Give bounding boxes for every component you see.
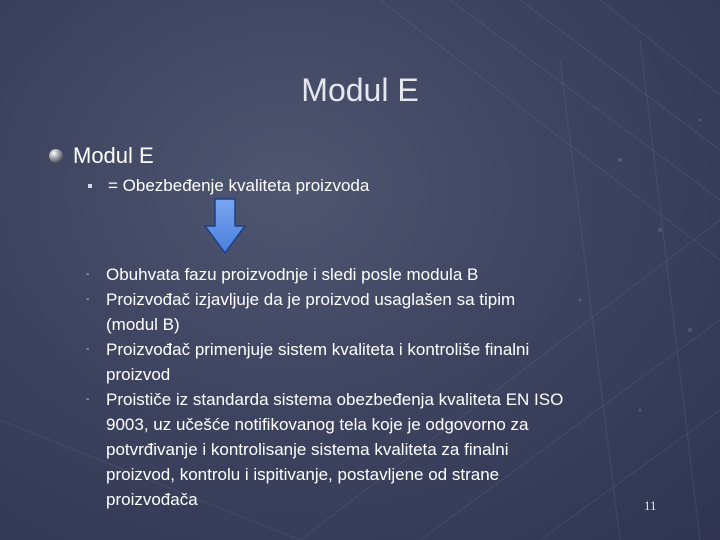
sub-bullet-text: = Obezbeđenje kvaliteta proizvoda	[108, 176, 370, 195]
page-number: 11	[644, 498, 657, 513]
list-item: - Proizvođač primenjuje sistem kvaliteta i kontroliše finalni proizvod	[86, 337, 666, 387]
dash-bullet: -	[86, 294, 90, 305]
down-arrow-icon	[204, 198, 246, 254]
dash-bullet: -	[86, 394, 90, 405]
square-bullet-icon	[88, 184, 92, 188]
details-list	[86, 262, 666, 512]
list-item: - Obuhvata fazu proizvodnje i sledi posle modula B	[86, 262, 666, 287]
slide-title: Modul E	[301, 72, 419, 108]
sub-bullet	[88, 176, 369, 196]
list-item: - Proističe iz standarda sistema obezbeđenja kvaliteta EN ISO 9003, uz učešće notifikovanog tela koje je odgovorno za potvrđivanje i kontrolisanje sistema kvaliteta za finalni proizvod, kontrolu i ispitivanje, postavljene od strane proizvođača	[86, 387, 666, 512]
main-bullet	[49, 143, 154, 169]
dash-bullet: -	[86, 344, 90, 355]
list-item: - Proizvođač izjavljuje da je proizvod usaglašen sa tipim (modul B)	[86, 287, 666, 337]
main-bullet-text: Modul E	[73, 143, 154, 168]
dash-bullet: -	[86, 269, 90, 280]
orb-bullet-icon	[49, 149, 63, 163]
